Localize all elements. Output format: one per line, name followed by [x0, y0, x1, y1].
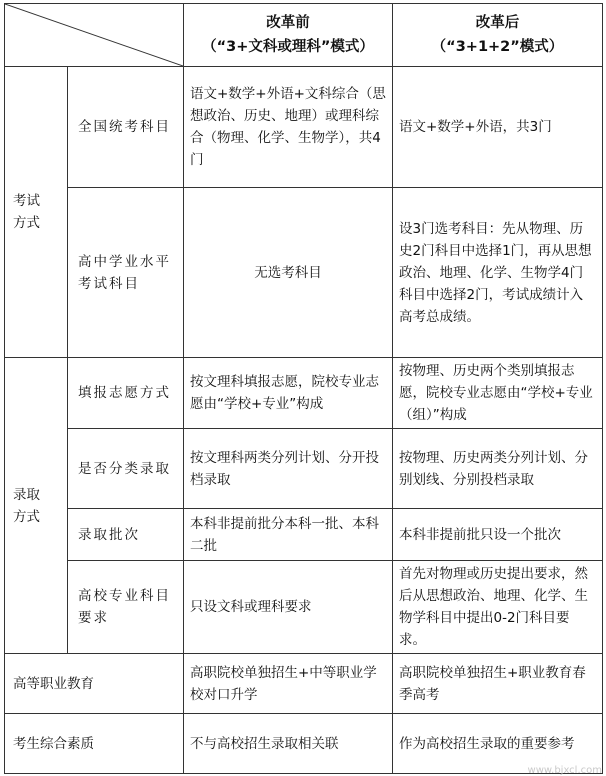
diagonal-header-cell: [5, 4, 184, 67]
table-row: [5, 67, 603, 188]
before-proficiency-exam: 无选考科目: [184, 188, 393, 358]
before-batch: 本科非提前批分本科一批、本科二批: [184, 509, 393, 561]
before-vocational: 高职院校单独招生+中等职业学校对口升学: [184, 654, 393, 714]
after-batch: 本科非提前批只设一个批次: [393, 509, 603, 561]
admission-method-cell: [5, 358, 68, 654]
before-classified: 按文理科两类分列计划、分开投档录取: [184, 429, 393, 509]
after-application: 按物理、历史两个类别填报志愿，院校专业志愿由“学校+专业（组）”构成: [393, 358, 603, 429]
after-national-exam: 语文+数学+外语，共3门: [393, 67, 603, 188]
row-label-batch: 录取批次: [68, 509, 184, 561]
table-row: [5, 654, 603, 714]
header-row: [5, 4, 603, 67]
exam-method-cell: [5, 67, 68, 358]
after-subject-req: 首先对物理或历史提出要求，然后从思想政治、地理、化学、生物学科目中提出0-2门科目要求。: [393, 561, 603, 654]
watermark: www.bjxcl.com: [527, 765, 602, 776]
table-row: [5, 188, 603, 358]
reform-comparison-table: [4, 3, 603, 774]
row-label-national-exam: 全国统考科目: [68, 67, 184, 188]
table-row: [5, 561, 603, 654]
row-label-classified: 是否分类录取: [68, 429, 184, 509]
after-classified: 按物理、历史两类分列计划、分别划线、分别投档录取: [393, 429, 603, 509]
row-label-vocational: 高等职业教育: [5, 654, 184, 714]
before-quality: 不与高校招生录取相关联: [184, 714, 393, 774]
before-title: 改革前: [266, 15, 310, 31]
after-quality: 作为高校招生录取的重要参考: [393, 714, 603, 774]
after-proficiency-exam: 设3门选考科目：先从物理、历史2门科目中选择1门，再从思想政治、地理、化学、生物学4门科目中选择2门，考试成绩计入高考总成绩。: [393, 188, 603, 358]
after-subtitle: （“3+1+2”模式）: [431, 39, 564, 55]
before-national-exam: 语文+数学+外语+文科综合（思想政治、历史、地理）或理科综合（物理、化学、生物学），共4门: [184, 67, 393, 188]
table-row: [5, 714, 603, 774]
row-label-application: 填报志愿方式: [68, 358, 184, 429]
admission-method-label: 录取方式: [13, 486, 40, 525]
exam-method-label: 考试方式: [13, 193, 40, 231]
table-row: [5, 358, 603, 429]
table-row: [5, 509, 603, 561]
row-label-proficiency-exam: 高中学业水平考试科目: [68, 188, 184, 358]
after-header: [393, 4, 603, 67]
row-label-quality: 考生综合素质: [5, 714, 184, 774]
before-subtitle: （“3+文科或理科”模式）: [202, 39, 374, 55]
comparison-table-container: [4, 3, 602, 771]
table-row: [5, 429, 603, 509]
row-label-subject-req: 高校专业科目要求: [68, 561, 184, 654]
before-application: 按文理科填报志愿，院校专业志愿由“学校+专业”构成: [184, 358, 393, 429]
after-vocational: 高职院校单独招生+职业教育春季高考: [393, 654, 603, 714]
before-subject-req: 只设文科或理科要求: [184, 561, 393, 654]
after-title: 改革后: [475, 15, 520, 31]
before-header: [184, 4, 393, 67]
diagonal-line: [5, 4, 183, 66]
